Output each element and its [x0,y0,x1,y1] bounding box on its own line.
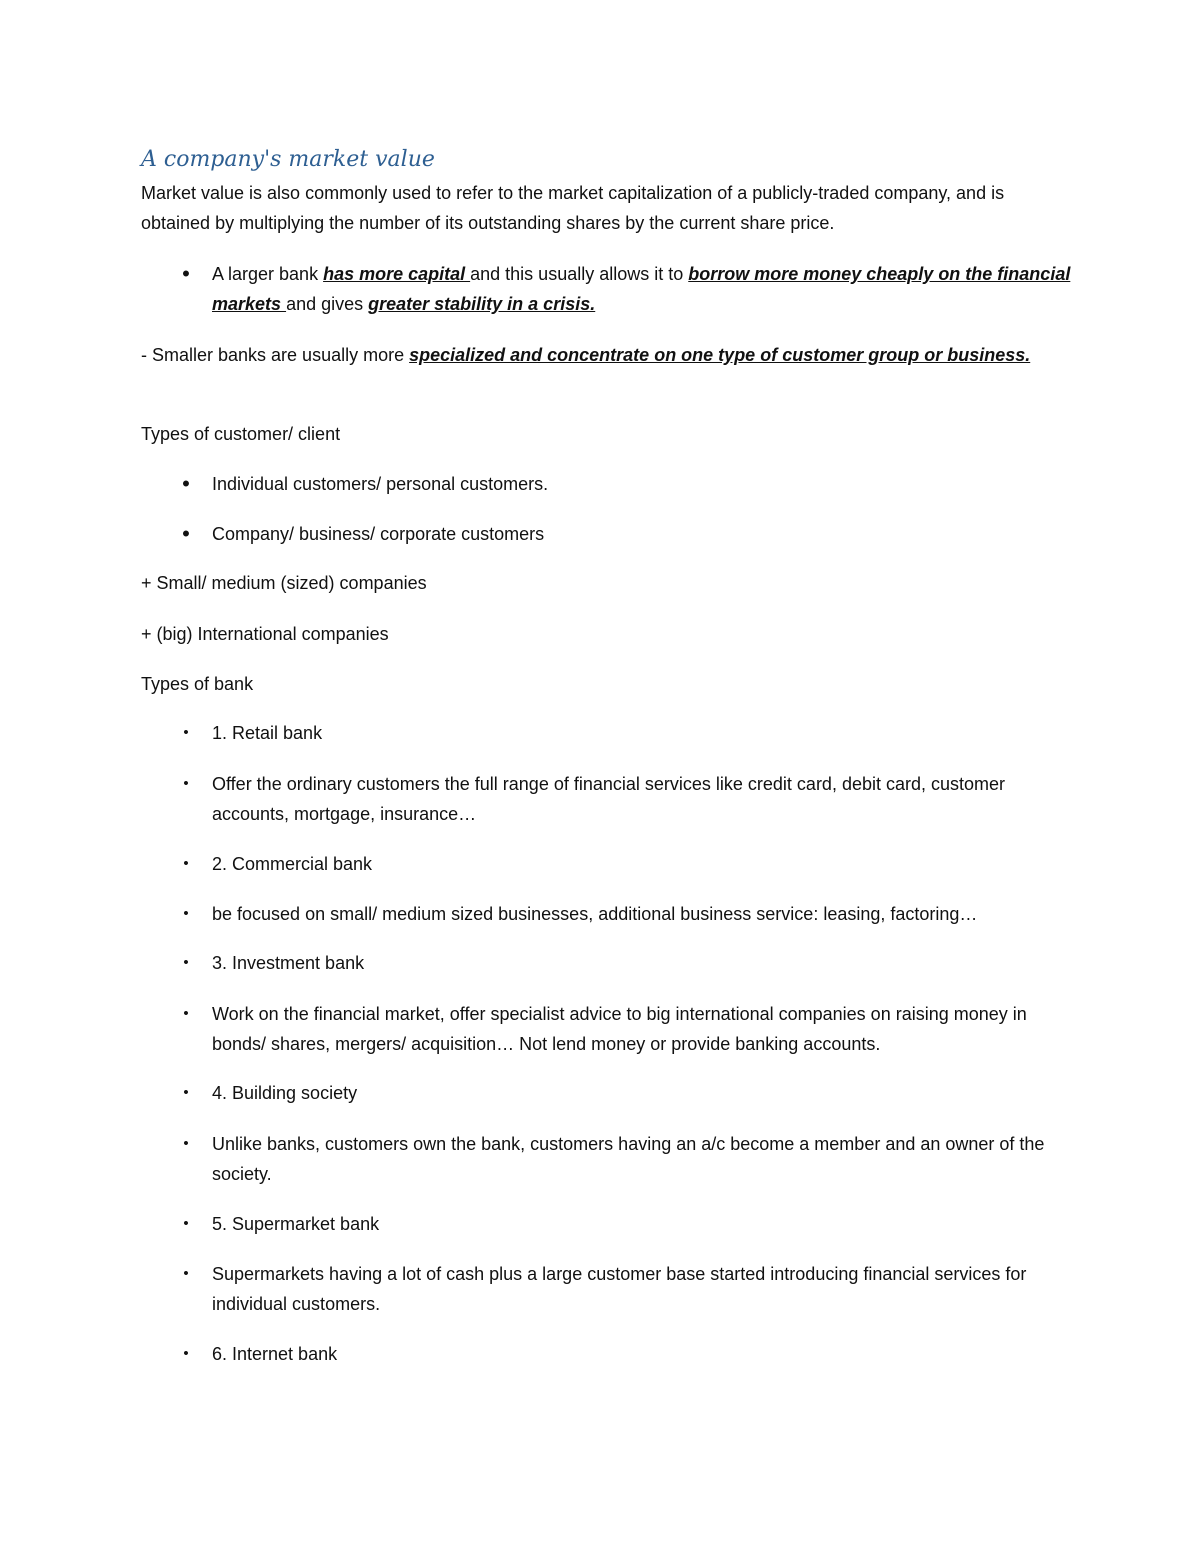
emphasis-has-more-capital: has more capital [323,264,471,284]
bullet-dot: • [183,1215,189,1232]
bank-item-text: 2. Commercial bank [212,854,373,874]
bullet-dot: • [183,724,189,741]
text-run: and this usually allows it to [470,264,689,284]
customer-types-title: Types of customer/ client [141,424,341,444]
customer-item [182,519,1072,549]
customer-item-text: Company/ business/ corporate customers [212,524,545,544]
bank-item-text: 4. Building society [212,1083,358,1103]
bank-item-text: Offer the ordinary customers the full range of financial services like credit card, debit card, customer accounts, mortgage, insurance… [212,774,1006,824]
text-run: and gives [286,294,369,314]
bullet-dot: • [182,471,190,496]
bank-types-title: Types of bank [141,674,254,694]
section-heading: A company's market value [141,147,435,172]
smaller-bank-paragraph [141,340,1071,370]
bank-item-text: Work on the financial market, offer specialist advice to big international companies on raising money in bonds/ shares, mergers/ acquisition… Not lend money or provide banking accounts. [212,1004,1027,1054]
bank-item [183,999,1072,1059]
bank-item-text: 3. Investment bank [212,953,365,973]
bank-item-text: 5. Supermarket bank [212,1214,380,1234]
bank-item-text: Unlike banks, customers own the bank, customers having an a/c become a member and an owner of the society. [212,1134,1045,1184]
bullet-dot: • [183,855,189,872]
bullet-dot: • [183,1345,189,1362]
bullet-dot: • [183,954,189,971]
bullet-dot: • [183,1084,189,1101]
emphasis-specialized: specialized and concentrate on one type of customer group or business. [409,345,1031,365]
bullet-dot: • [183,1005,189,1022]
bank-item-text: 6. Internet bank [212,1344,338,1364]
emphasis-greater-stability: greater stability in a crisis. [368,294,596,314]
bank-item [183,1078,1072,1108]
bank-item-text: 1. Retail bank [212,723,323,743]
bullet-dot: • [183,1135,189,1152]
bank-item [183,1259,1072,1319]
bullet-dot: • [183,1265,189,1282]
larger-bank-bullet [182,259,1072,319]
bullet-dot: • [182,521,190,546]
company-size-line: + (big) International companies [141,624,389,644]
customer-item [182,469,1072,499]
bank-item [183,1339,1072,1369]
bank-item-text: Supermarkets having a lot of cash plus a large customer base started introducing financial services for individual customers. [212,1264,1027,1314]
bank-item-text: be focused on small/ medium sized businesses, additional business service: leasing, factoring… [212,904,978,924]
text-run: A larger bank [212,264,324,284]
bank-item [183,718,1072,748]
intro-paragraph: Market value is also commonly used to refer to the market capitalization of a publicly-traded company, and is obtained by multiplying the number of its outstanding shares by the current share price. [141,183,1005,233]
company-size-line: + Small/ medium (sized) companies [141,573,427,593]
emphasis-borrow-cheaply: borrow more money cheaply on the financial markets [212,264,1071,314]
customer-item-text: Individual customers/ personal customers. [212,474,549,494]
bullet-dot: • [183,775,189,792]
text-run: - Smaller banks are usually more [141,345,410,365]
bank-item [183,769,1072,829]
bank-item [183,899,1072,929]
bank-item [183,849,1072,879]
bank-item [183,948,1072,978]
bank-item [183,1129,1072,1189]
bank-item [183,1209,1072,1239]
bullet-dot: • [182,261,190,286]
bullet-dot: • [183,905,189,922]
